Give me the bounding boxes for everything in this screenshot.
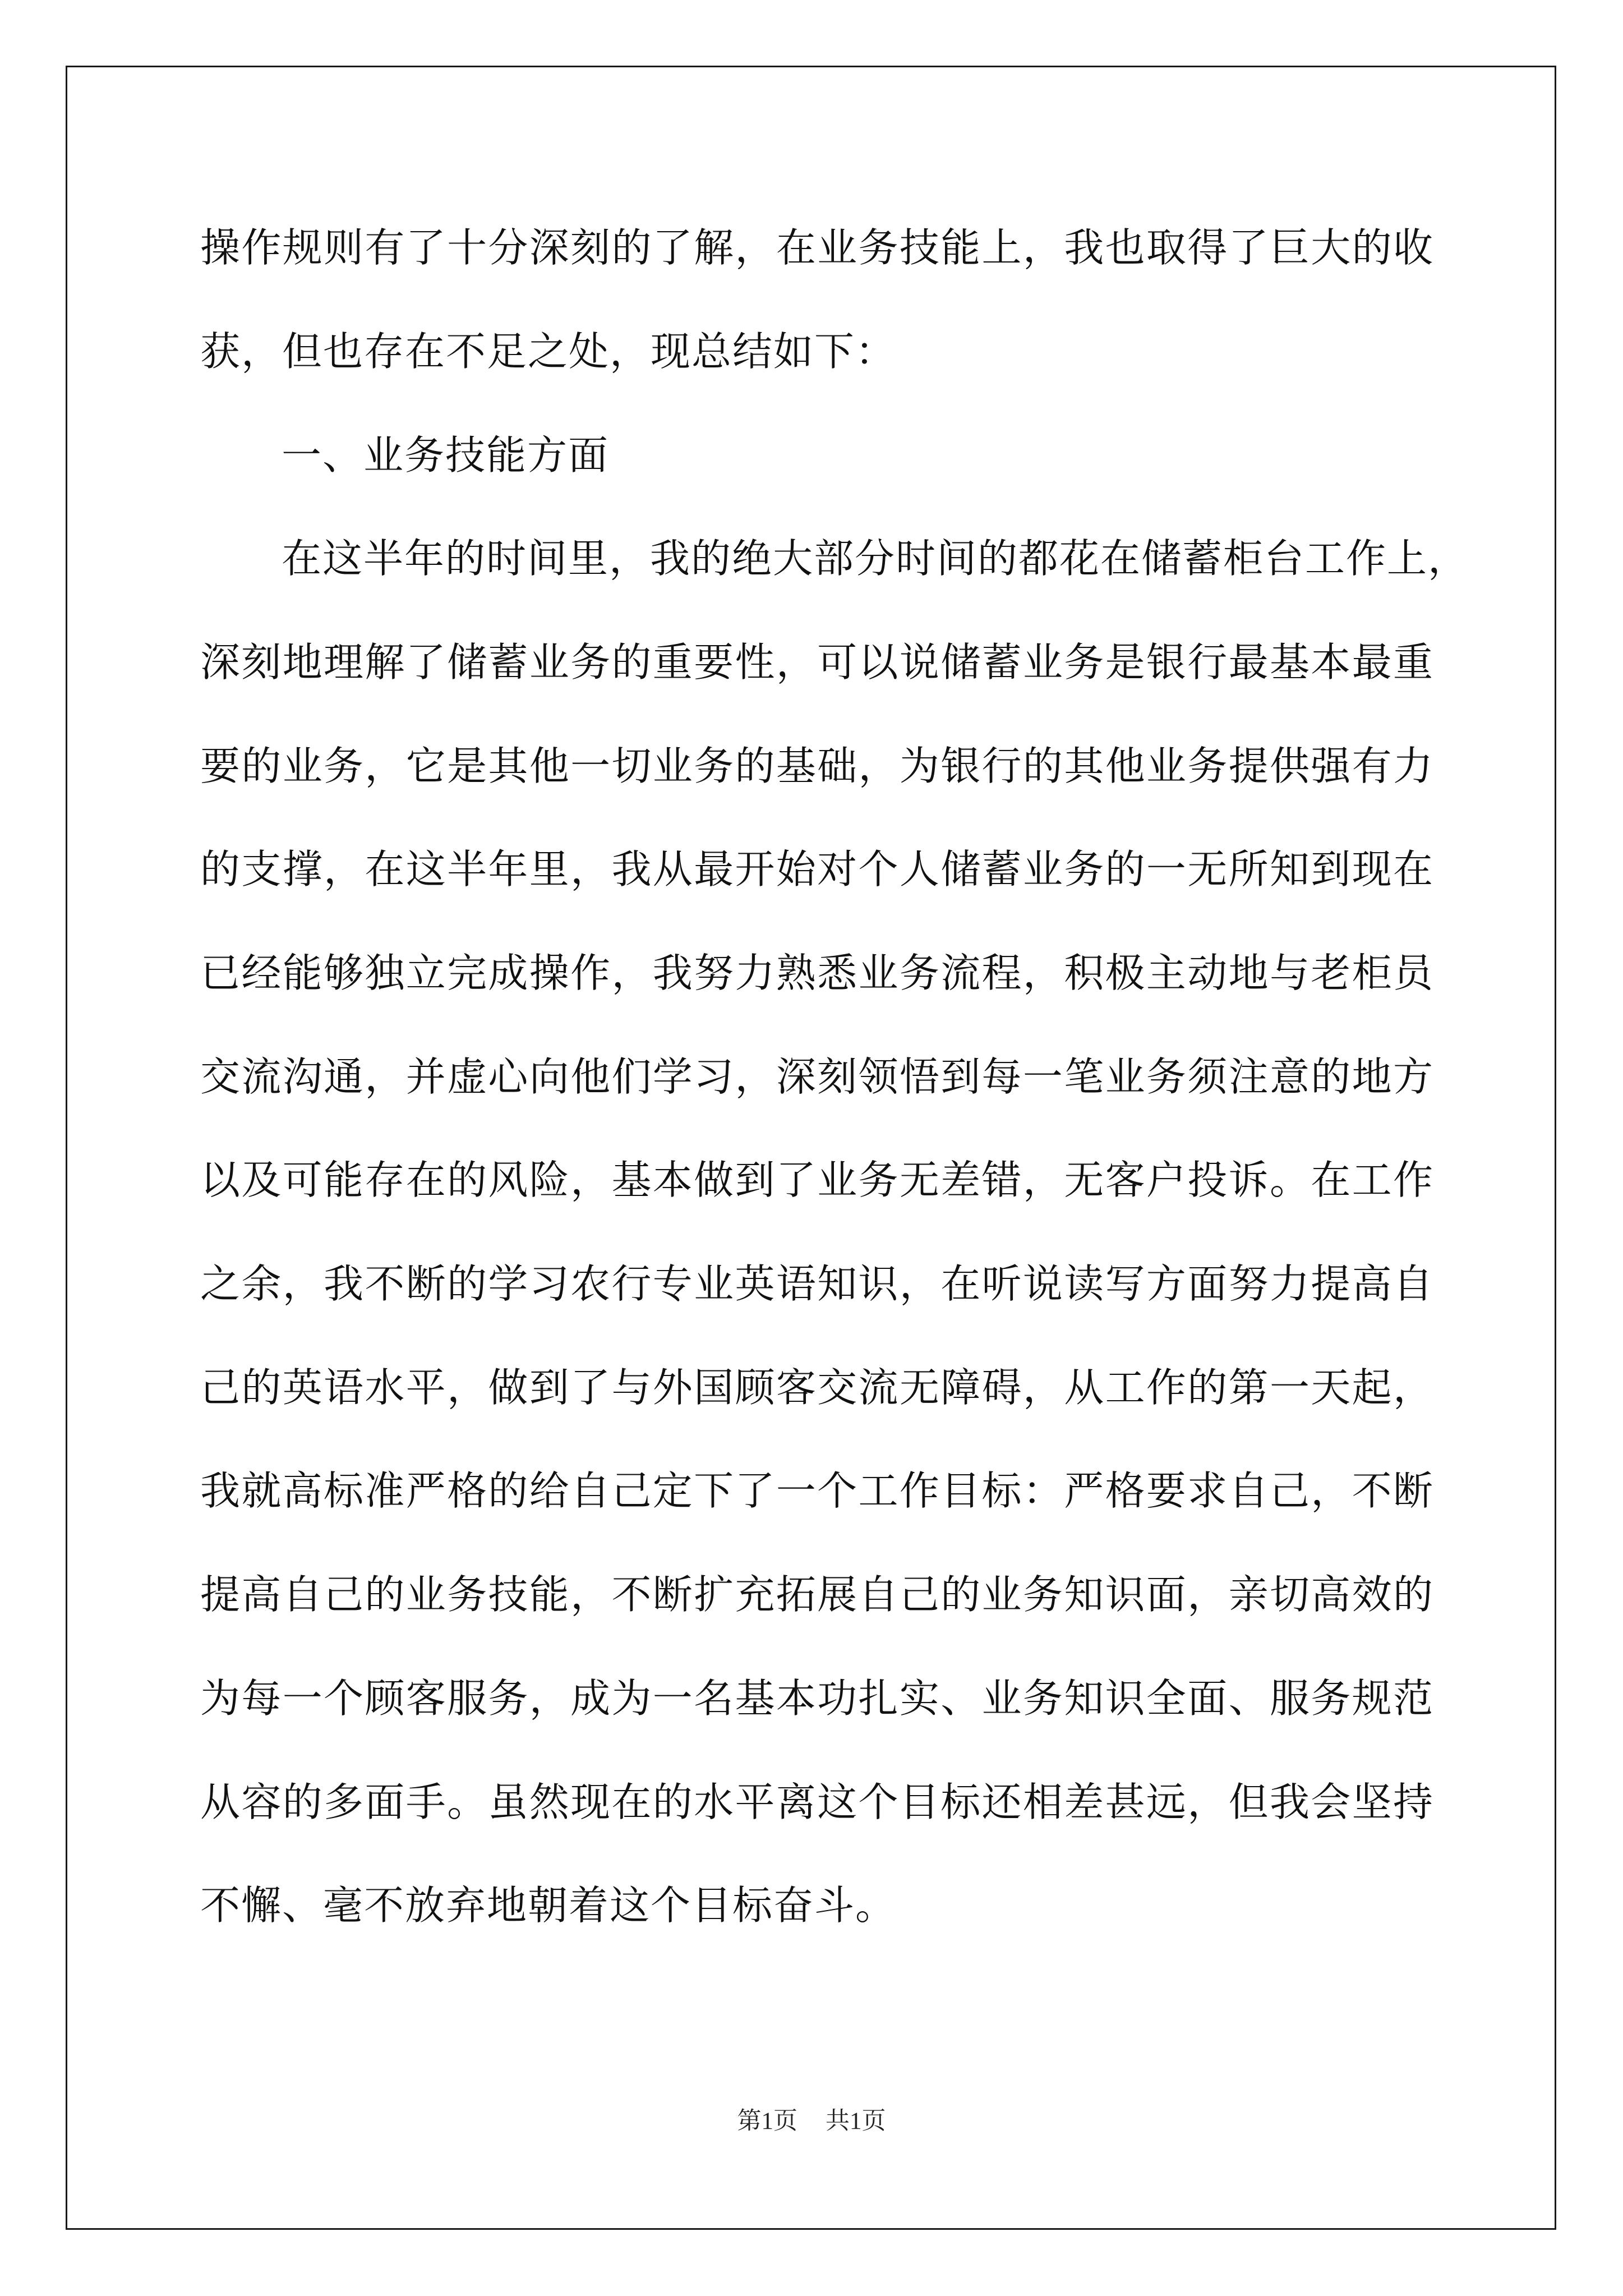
text-line: 己的英语水平，做到了与外国顾客交流无障碍，从工作的第一天起， [200,1364,1434,1411]
text-line: 我就高标准严格的给自己定下了一个工作目标：严格要求自己，不断 [200,1467,1434,1514]
text-line: 以及可能存在的风险，基本做到了业务无差错，无客户投诉。在工作 [200,1157,1434,1203]
text-line: 获，但也存在不足之处，现总结如下： [200,328,897,375]
text-line: 深刻地理解了储蓄业务的重要性，可以说储蓄业务是银行最基本最重 [200,639,1434,685]
text-line: 提高自己的业务技能，不断扩充拓展自己的业务知识面，亲切高效的 [200,1571,1434,1618]
text-line: 不懈、毫不放弃地朝着这个目标奋斗。 [200,1882,897,1929]
text-line: 操作规则有了十分深刻的了解，在业务技能上，我也取得了巨大的收 [200,224,1434,271]
text-line: 交流沟通，并虚心向他们学习，深刻领悟到每一笔业务须注意的地方 [200,1053,1434,1100]
text-line: 之余，我不断的学习农行专业英语知识，在听说读写方面努力提高自 [200,1260,1434,1307]
text-line: 从容的多面手。虽然现在的水平离这个目标还相差甚远，但我会坚持 [200,1779,1434,1825]
current-page-label: 第1页 [737,2108,797,2134]
text-line: 在这半年的时间里，我的绝大部分时间的都花在储蓄柜台工作上， [282,535,1469,582]
text-line: 的支撑，在这半年里，我从最开始对个人储蓄业务的一无所知到现在 [200,846,1434,892]
page-footer [0,2105,1623,2138]
text-line: 要的业务，它是其他一切业务的基础，为银行的其他业务提供强有力 [200,743,1434,789]
text-line: 已经能够独立完成操作，我努力熟悉业务流程，积极主动地与老柜员 [200,950,1434,996]
total-pages-label: 共1页 [826,2108,886,2134]
text-line: 为每一个顾客服务，成为一名基本功扎实、业务知识全面、服务规范 [200,1675,1434,1722]
section-heading: 一、业务技能方面 [282,432,610,478]
